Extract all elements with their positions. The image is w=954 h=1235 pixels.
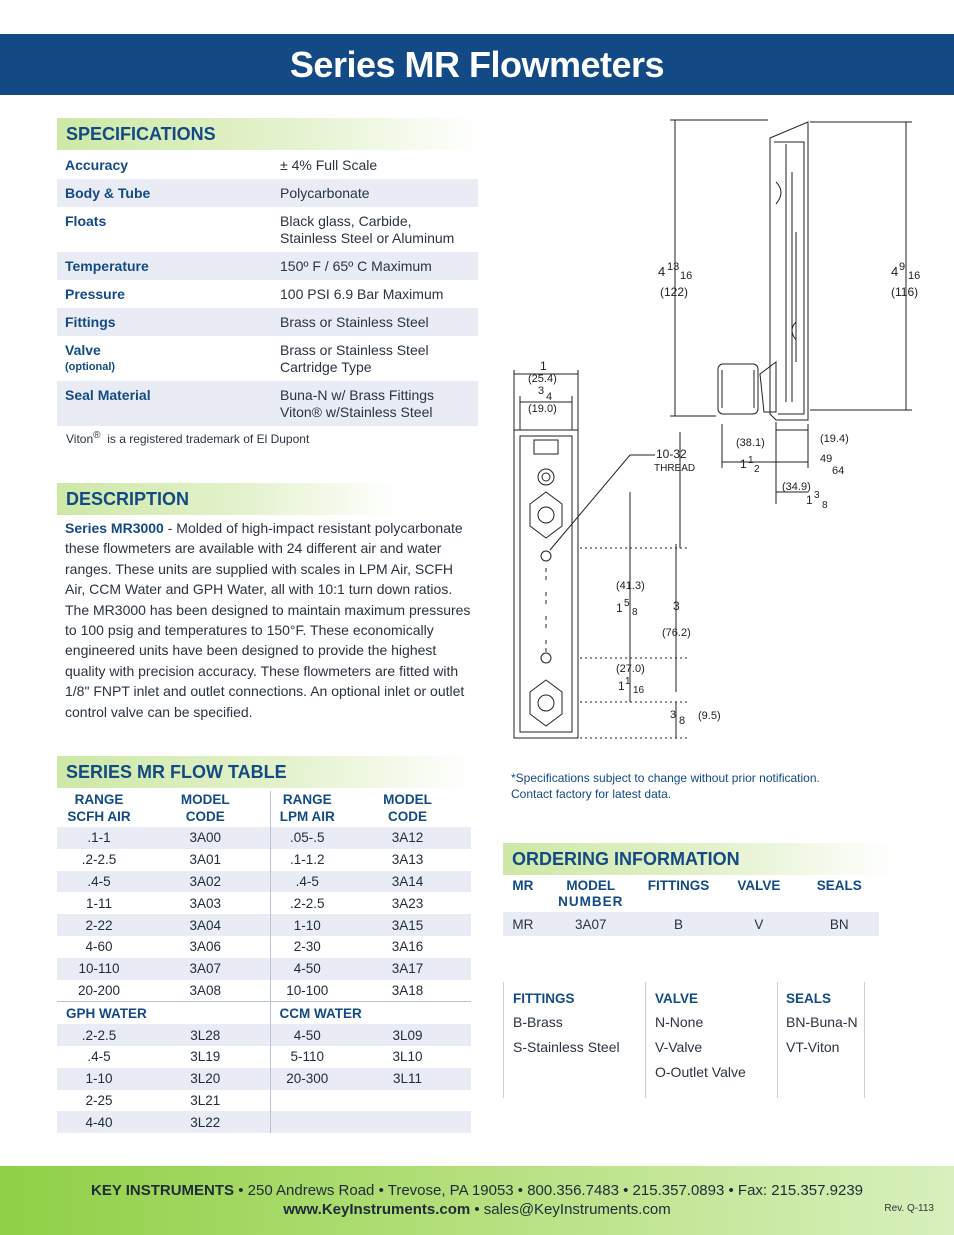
dim-1half-den: 2 bbox=[754, 464, 760, 475]
email-link[interactable]: • sales@KeyInstruments.com bbox=[470, 1201, 671, 1218]
dim-width-in: 1 bbox=[540, 359, 547, 373]
spec-value: Polycarbonate bbox=[272, 179, 478, 207]
dim-38-num: 3 bbox=[670, 709, 677, 721]
specifications-heading: SPECIFICATIONS bbox=[57, 118, 479, 150]
valve-knob-ribs bbox=[722, 370, 754, 408]
dim-158-den: 8 bbox=[632, 607, 638, 618]
flow-cell: 3A06 bbox=[189, 939, 222, 955]
spec-row bbox=[57, 280, 478, 308]
side-view-float bbox=[776, 182, 781, 204]
dim-158-num: 5 bbox=[624, 598, 630, 609]
flow-cell: 3A02 bbox=[141, 871, 270, 893]
thread-label: THREAD bbox=[654, 463, 696, 474]
flow-row bbox=[57, 871, 471, 893]
ordering-heading: ORDERING INFORMATION bbox=[503, 843, 895, 875]
header-line: NUMBER bbox=[558, 894, 624, 909]
dim-1116-whole: 1 bbox=[618, 679, 625, 693]
front-top-screw-inner bbox=[542, 473, 550, 481]
flow-cell: 3L19 bbox=[190, 1049, 221, 1065]
spec-value: Black glass, Carbide, bbox=[280, 213, 412, 229]
flow-row bbox=[57, 1068, 471, 1090]
flow-cell: .2-2.5 bbox=[81, 852, 117, 868]
dim-height2-num: 9 bbox=[899, 261, 906, 273]
flow-cell: 3L20 bbox=[141, 1068, 270, 1090]
flow-cell: 20-300 bbox=[270, 1068, 344, 1090]
flow-cell: .4-5 bbox=[270, 871, 344, 893]
dim-413: (41.3) bbox=[616, 580, 645, 592]
flow-cell: 3A00 bbox=[141, 827, 270, 849]
company-name: KEY INSTRUMENTS bbox=[90, 1182, 235, 1199]
header-line: RANGE bbox=[282, 792, 332, 807]
ordering-cell: 3A07 bbox=[543, 912, 639, 936]
seals-options-heading: SEALS bbox=[786, 991, 832, 1006]
note-line: *Specifications subject to change without prior notification. bbox=[511, 771, 820, 785]
dim-height2-mm: (116) bbox=[891, 285, 919, 299]
dim-762: (76.2) bbox=[662, 627, 691, 639]
dim-138-whole: 1 bbox=[806, 493, 813, 507]
spec-label: Temperature bbox=[57, 252, 272, 280]
fittings-options bbox=[503, 982, 631, 1098]
spec-row bbox=[57, 179, 478, 207]
dim-4964-den: 64 bbox=[832, 465, 845, 477]
dim-1116-num: 1 bbox=[625, 676, 631, 687]
flow-cell: 4-40 bbox=[57, 1111, 141, 1133]
flow-cell: 3A04 bbox=[141, 914, 270, 936]
side-view-valve-housing bbox=[760, 362, 776, 412]
dim-width-mm: (25.4) bbox=[528, 373, 557, 385]
dim-height-mm: (122) bbox=[660, 285, 689, 299]
dim-4964-num: 49 bbox=[820, 453, 833, 465]
header-line: MODEL bbox=[180, 792, 230, 807]
spec-value: 100 PSI 6.9 Bar Maximum bbox=[280, 286, 444, 302]
spec-value-cell bbox=[272, 336, 478, 381]
dim-194: (19.4) bbox=[820, 433, 849, 445]
flow-cell: 3A01 bbox=[189, 852, 222, 868]
side-view-knob bbox=[792, 322, 796, 340]
flow-cell: 4-60 bbox=[85, 939, 113, 955]
front-view-body bbox=[514, 430, 578, 738]
flow-header-range-scfh bbox=[57, 791, 141, 827]
flow-row bbox=[57, 827, 471, 849]
ordering-table bbox=[503, 878, 879, 936]
description-text bbox=[65, 518, 475, 722]
spec-value: 150º F / 65º C Maximum bbox=[272, 252, 478, 280]
thread-leader-line bbox=[550, 455, 655, 550]
flow-cell: 2-30 bbox=[270, 936, 344, 958]
spec-row bbox=[57, 381, 478, 426]
flow-row bbox=[57, 892, 471, 914]
ordering-header-row bbox=[503, 878, 879, 912]
registered-mark: ® bbox=[93, 430, 101, 441]
flow-cell: 3A03 bbox=[189, 895, 222, 911]
flow-cell: 3L09 bbox=[344, 1024, 471, 1046]
flow-subheader-gph: GPH WATER bbox=[57, 1002, 270, 1024]
flow-cell: 3L11 bbox=[344, 1068, 471, 1090]
ordering-cell: V bbox=[718, 912, 799, 936]
flow-row bbox=[57, 958, 471, 980]
flow-cell: 1-10 bbox=[57, 1068, 141, 1090]
flow-table bbox=[57, 791, 471, 1133]
ordering-header: MR bbox=[512, 878, 534, 893]
flow-cell: .2-2.5 bbox=[270, 892, 344, 914]
flow-cell bbox=[270, 1090, 344, 1112]
front-view-top-slot bbox=[534, 440, 558, 454]
footer-address-line bbox=[0, 1182, 954, 1199]
trademark-word: Viton bbox=[66, 432, 94, 446]
valve-knob-side bbox=[718, 364, 758, 414]
flow-cell bbox=[270, 1111, 344, 1133]
flow-cell: .2-2.5 bbox=[57, 1024, 141, 1046]
front-upper-mark bbox=[541, 551, 551, 561]
seals-options bbox=[777, 982, 865, 1098]
dim-inner-mm: (19.0) bbox=[528, 403, 557, 415]
trademark-text: is a registered trademark of El Dupont bbox=[107, 432, 310, 446]
front-bottom-fitting-hex bbox=[530, 680, 562, 726]
ordering-header: SEALS bbox=[816, 878, 862, 893]
flow-row bbox=[57, 936, 471, 958]
spec-label: Accuracy bbox=[65, 157, 129, 173]
dim-1half-num: 1 bbox=[748, 455, 754, 466]
header-line: CODE bbox=[387, 809, 427, 824]
flow-row bbox=[57, 1090, 471, 1112]
flow-header-model-code bbox=[141, 791, 270, 827]
spec-value-cell bbox=[272, 381, 478, 426]
ordering-header: FITTINGS bbox=[647, 878, 710, 893]
thread-size: 10-32 bbox=[656, 447, 687, 461]
footer-address: • 250 Andrews Road • Trevose, PA 19053 • 800.356.7483 • 215.357.0893 • Fax: 215.357.9239 bbox=[234, 1182, 864, 1199]
option-item: VT-Viton bbox=[786, 1039, 840, 1055]
dim-3: 3 bbox=[673, 599, 680, 613]
flow-header-model-code bbox=[344, 791, 471, 827]
spec-value: Buna-N w/ Brass Fittings bbox=[280, 387, 435, 403]
flow-row bbox=[57, 1046, 471, 1068]
spec-row bbox=[57, 336, 478, 381]
description-heading: DESCRIPTION bbox=[57, 483, 397, 515]
dim-138-den: 8 bbox=[822, 500, 828, 511]
flow-subheader-row bbox=[57, 1002, 471, 1024]
spec-value-line2: Cartridge Type bbox=[280, 359, 372, 375]
title-banner bbox=[0, 34, 954, 95]
front-top-screw bbox=[538, 469, 554, 485]
spec-label-cell bbox=[57, 336, 272, 381]
footer bbox=[0, 1166, 954, 1235]
flow-cell: 3A17 bbox=[344, 958, 471, 980]
flow-cell: 3A18 bbox=[391, 982, 424, 998]
ordering-cell: MR bbox=[503, 912, 543, 936]
spec-label: Valve bbox=[65, 342, 101, 358]
flow-cell: .4-5 bbox=[57, 871, 141, 893]
dim-1half-whole: 1 bbox=[740, 457, 747, 471]
flow-cell: 5-110 bbox=[270, 1046, 344, 1068]
side-view-tube-lines bbox=[792, 172, 796, 402]
dim-height-whole: 4 bbox=[658, 264, 666, 279]
flow-cell: 10-110 bbox=[57, 958, 141, 980]
spec-value: Brass or Stainless Steel bbox=[280, 342, 429, 358]
dim-95: (9.5) bbox=[698, 710, 721, 722]
spec-value-line2: Viton® w/Stainless Steel bbox=[280, 404, 433, 420]
flow-cell: 3A16 bbox=[391, 939, 424, 955]
spec-label: Floats bbox=[65, 213, 107, 229]
trademark-note bbox=[66, 430, 309, 446]
dim-inner-den: 4 bbox=[546, 391, 553, 403]
flow-cell: 2-25 bbox=[85, 1092, 113, 1108]
flow-cell: 3L28 bbox=[141, 1024, 270, 1046]
flow-cell: 20-200 bbox=[77, 982, 121, 998]
flow-subheader-ccm: CCM WATER bbox=[270, 1002, 471, 1024]
dim-158-whole: 1 bbox=[616, 601, 623, 615]
dim-1116-den: 16 bbox=[633, 685, 645, 696]
front-bottom-fitting-port bbox=[538, 695, 554, 711]
flow-cell: 3A08 bbox=[189, 982, 222, 998]
flow-cell: 1-10 bbox=[270, 914, 344, 936]
dim-height2-whole: 4 bbox=[891, 264, 899, 279]
header-line: MODEL bbox=[383, 792, 432, 807]
spec-value: ± 4% Full Scale bbox=[280, 157, 378, 173]
footer-contact-line bbox=[0, 1201, 954, 1218]
flow-cell: 3A13 bbox=[391, 852, 424, 868]
spec-label: Body & Tube bbox=[57, 179, 272, 207]
flow-cell: 3A14 bbox=[344, 871, 471, 893]
flow-header-row bbox=[57, 791, 471, 827]
revision-code: Rev. Q-113 bbox=[884, 1203, 934, 1214]
spec-row bbox=[57, 308, 478, 336]
spec-label: Pressure bbox=[65, 286, 125, 302]
valve-options-heading: VALVE bbox=[655, 991, 699, 1006]
ordering-cell: BN bbox=[800, 912, 879, 936]
front-view-inner bbox=[520, 436, 572, 732]
dim-270: (27.0) bbox=[616, 663, 645, 675]
spec-row bbox=[57, 207, 478, 252]
flow-cell: 1-11 bbox=[85, 895, 113, 911]
note-line: Contact factory for latest data. bbox=[511, 787, 672, 801]
flow-row bbox=[57, 1111, 471, 1133]
flow-table-heading: SERIES MR FLOW TABLE bbox=[57, 756, 475, 788]
description-lead: Series MR3000 bbox=[65, 520, 164, 536]
flow-cell bbox=[344, 1111, 471, 1133]
header-line: SCFH AIR bbox=[67, 809, 131, 824]
flow-cell: .1-1.2 bbox=[270, 849, 344, 871]
option-item: S-Stainless Steel bbox=[513, 1039, 620, 1055]
ordering-example-row bbox=[503, 912, 879, 936]
spec-label: Fittings bbox=[57, 308, 272, 336]
flow-cell: .05-.5 bbox=[270, 827, 344, 849]
spec-sublabel: (optional) bbox=[65, 361, 116, 373]
ordering-options bbox=[503, 982, 865, 1098]
dim-381: (38.1) bbox=[736, 437, 765, 449]
description-body: - Molded of high-impact resistant polycarbonate these flowmeters are available with 24 different air and water ranges. These units are supplied with scales in LPM Air, SCFH Air, CCM Water and GPH Water, all with 10:1 turn down ratios. The MR3000 has been designed to maintain maximum pressures to 100 psig and temperatures to 150°F. These economically engineered units have been designed to provide the highest quality with precision accuracy. These flowmeters are fitted with 1/8" FNPT inlet and outlet connections. An optional inlet or outlet control valve can be specified. bbox=[65, 520, 471, 720]
flow-cell bbox=[344, 1090, 471, 1112]
header-line: CODE bbox=[185, 809, 225, 824]
dim-349: (34.9) bbox=[782, 481, 811, 493]
option-item: N-None bbox=[655, 1014, 704, 1030]
flow-cell: .4-5 bbox=[87, 1049, 111, 1065]
dim-height-line bbox=[670, 120, 768, 416]
ordering-cell: B bbox=[639, 912, 718, 936]
spec-value-cell bbox=[272, 207, 478, 252]
ordering-header-model bbox=[543, 878, 639, 912]
header-line: MODEL bbox=[566, 878, 616, 893]
flow-cell: 3A07 bbox=[141, 958, 270, 980]
spec-label: Seal Material bbox=[57, 381, 272, 426]
side-view-inner bbox=[774, 142, 804, 414]
flow-cell: 3A12 bbox=[344, 827, 471, 849]
flow-row bbox=[57, 849, 471, 871]
front-lower-mark bbox=[541, 653, 551, 663]
dim-138-num: 3 bbox=[814, 490, 820, 501]
flow-header-range-lpm bbox=[270, 791, 344, 827]
dim-38-den: 8 bbox=[679, 715, 686, 727]
flow-cell: 3A23 bbox=[391, 895, 424, 911]
dim-height-num: 13 bbox=[667, 261, 680, 273]
flow-cell: .1-1 bbox=[57, 827, 141, 849]
front-top-fitting-port bbox=[538, 507, 554, 523]
dim-height2-den: 16 bbox=[908, 270, 921, 282]
flow-cell: 3A15 bbox=[344, 914, 471, 936]
spec-row bbox=[57, 151, 478, 179]
header-line: RANGE bbox=[74, 792, 124, 807]
valve-options bbox=[645, 982, 760, 1098]
spec-value-line2: Stainless Steel or Aluminum bbox=[280, 230, 455, 246]
fittings-options-heading: FITTINGS bbox=[513, 991, 575, 1006]
flow-row bbox=[57, 914, 471, 936]
flow-cell: 4-50 bbox=[270, 1024, 344, 1046]
spec-value: Brass or Stainless Steel bbox=[272, 308, 478, 336]
flow-row bbox=[57, 980, 471, 1002]
dim-inner-num: 3 bbox=[538, 385, 545, 397]
front-top-fitting-hex bbox=[530, 492, 562, 538]
page-title: Series MR Flowmeters bbox=[289, 44, 665, 85]
flow-cell: 3L21 bbox=[190, 1092, 221, 1108]
option-item: V-Valve bbox=[655, 1039, 703, 1055]
option-item: O-Outlet Valve bbox=[655, 1064, 746, 1080]
flow-cell: 10-100 bbox=[270, 980, 344, 1002]
website-link[interactable]: www.KeyInstruments.com bbox=[283, 1201, 471, 1218]
header-line: LPM AIR bbox=[279, 809, 335, 824]
specifications-table bbox=[57, 151, 478, 426]
option-item: B-Brass bbox=[513, 1014, 563, 1030]
dim-height-den: 16 bbox=[680, 270, 693, 282]
ordering-header: VALVE bbox=[737, 878, 781, 893]
flowmeter-dimension-drawing bbox=[490, 112, 950, 752]
spec-change-note bbox=[511, 770, 820, 802]
flow-cell: 3L22 bbox=[141, 1111, 270, 1133]
flow-cell: 3L10 bbox=[392, 1049, 423, 1065]
spec-row bbox=[57, 252, 478, 280]
flow-cell: 2-22 bbox=[57, 914, 141, 936]
option-item: BN-Buna-N bbox=[786, 1014, 858, 1030]
flow-cell: 4-50 bbox=[270, 958, 344, 980]
flow-row bbox=[57, 1024, 471, 1046]
